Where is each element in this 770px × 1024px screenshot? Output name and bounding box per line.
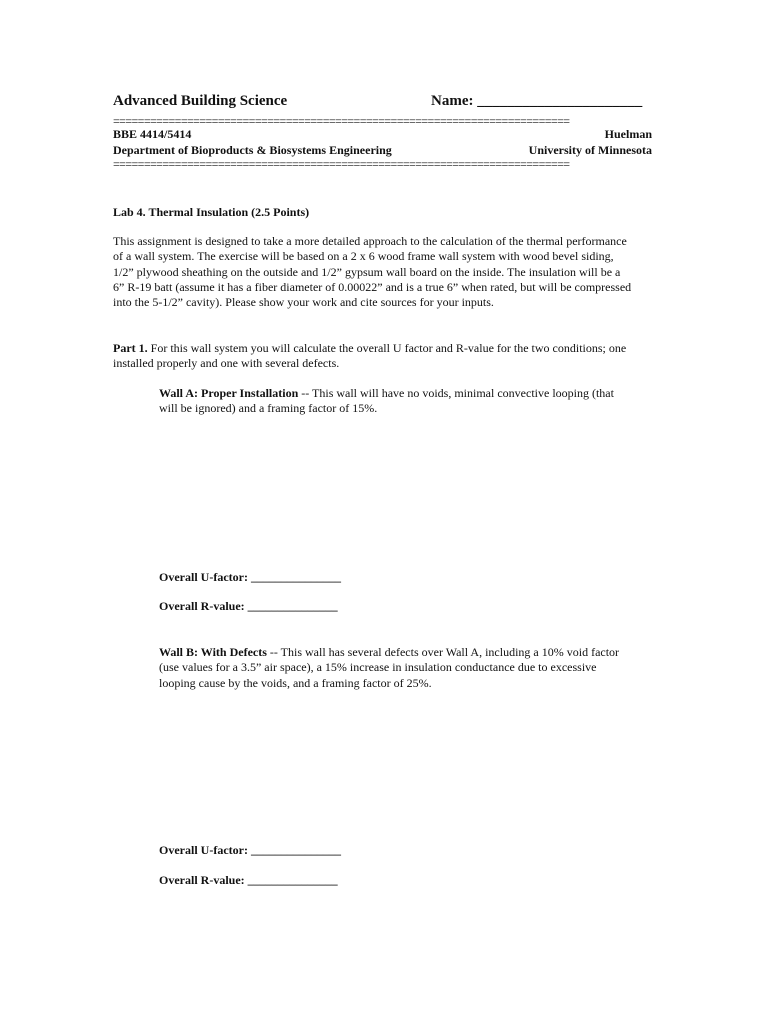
header-divider-bottom: ========================================================================== (113, 157, 570, 171)
part1-paragraph (113, 341, 658, 372)
part1-line (113, 341, 658, 356)
wall-b-line (159, 645, 649, 660)
instructor-name: Huelman (604, 127, 652, 141)
intro-line: into the 5-1/2” cavity). Please show your work and cite sources for your inputs. (113, 295, 494, 310)
wall-b-paragraph (159, 645, 649, 691)
intro-line: This assignment is designed to take a more detailed approach to the calculation of the thermal performance (113, 234, 627, 248)
part1-text: For this wall system you will calculate the overall U factor and R-value for the two conditions; one (147, 341, 627, 355)
course-title: Advanced Building Science (113, 93, 288, 109)
wall-b-r-value-blank: Overall R-value: _______________ (159, 873, 338, 887)
part1-label: Part 1. (113, 341, 148, 355)
wall-b-u-factor-blank: Overall U-factor: _______________ (159, 843, 341, 857)
wall-a-u-factor-blank: Overall U-factor: _______________ (159, 570, 341, 584)
wall-b-line: looping cause by the voids, and a framing factor of 25%. (159, 675, 432, 690)
wall-b-text: -- This wall has several defects over Wall A, including a 10% void factor (266, 645, 620, 659)
wall-a-line (159, 386, 649, 401)
course-code: BBE 4414/5414 (113, 127, 192, 141)
intro-paragraph (113, 234, 658, 310)
student-name-field: Name: ______________________ (431, 93, 643, 109)
university-name: University of Minnesota (528, 143, 652, 157)
wall-a-paragraph (159, 386, 649, 417)
wall-b-label: Wall B: With Defects (159, 645, 267, 659)
header-divider-top: ========================================================================== (113, 114, 570, 128)
department-name: Department of Bioproducts & Biosystems Engineering (113, 143, 392, 157)
intro-line: 1/2” plywood sheathing on the outside and 1/2” gypsum wall board on the inside. The insulation will be a (113, 264, 621, 279)
intro-line: 6” R-19 batt (assume it has a fiber diameter of 0.00022” and is a true 6” when rated, but will be compressed (113, 279, 632, 294)
lab-title: Lab 4. Thermal Insulation (2.5 Points) (113, 205, 310, 219)
wall-b-line: (use values for a 3.5” air space), a 15% increase in insulation conductance due to excessive (159, 660, 597, 675)
wall-a-text: -- This wall will have no voids, minimal convective looping (that (298, 386, 614, 400)
intro-line: of a wall system. The exercise will be based on a 2 x 6 wood frame wall system with wood bevel siding, (113, 249, 614, 264)
wall-a-r-value-blank: Overall R-value: _______________ (159, 599, 338, 613)
wall-a-line: will be ignored) and a framing factor of 15%. (159, 401, 378, 416)
wall-a-label: Wall A: Proper Installation (159, 386, 299, 400)
part1-line: installed properly and one with several defects. (113, 356, 340, 371)
